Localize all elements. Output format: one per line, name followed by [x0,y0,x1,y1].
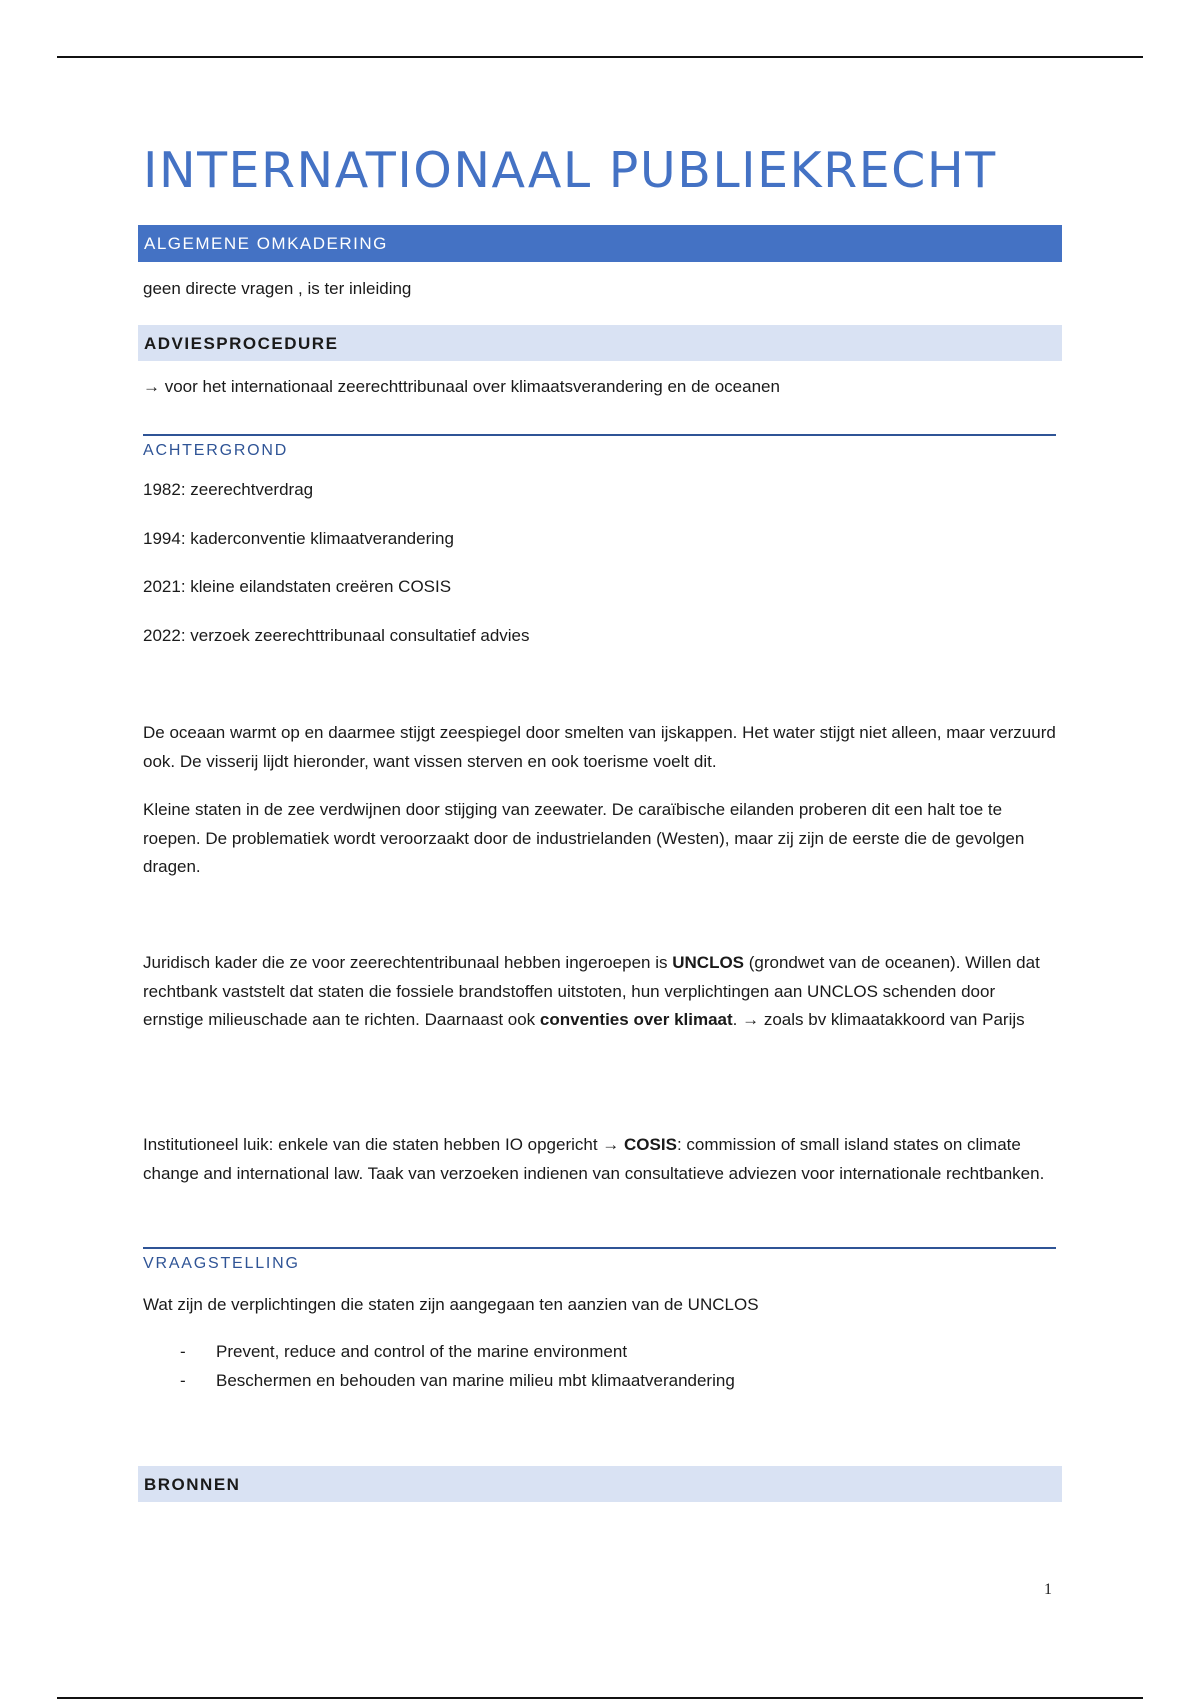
heading-bronnen-label: BRONNEN [144,1475,241,1494]
list-item: Beschermen en behouden van marine milieu mbt klimaatverandering [216,1371,735,1390]
heading-achtergrond-label: ACHTERGROND [143,442,289,459]
document-title: INTERNATIONAAL PUBLIEKRECHT [143,142,997,199]
heading-algemene-omkadering [138,225,1062,262]
bold-conventies: conventies over klimaat [539,1010,733,1029]
paragraph-juridisch-kader: Juridisch kader die ze voor zeerechtentribunaal hebben ingeroepen is UNCLOS (grondwet van de oceanen). Willen dat rechtbank vaststelt dat staten die fossiele brandstoffen uitstoten, hun verplichtingen aan UNCLOS schenden door ernstige milieuschade aan te richten. Daarnaast ook conventies over klimaat. → zoals bv klimaatakkoord van Parijs [143,953,1040,1029]
page-bottom-rule [57,1697,1143,1699]
bullet-marker: - [180,1371,186,1390]
paragraph-kleine-staten: Kleine staten in de zee verdwijnen door stijging van zeewater. De caraïbische eilanden proberen dit een halt toe te roepen. De problematiek wordt veroorzaakt door de industrielanden (Westen), maar zij zijn de eerste die de gevolgen dragen. [143,800,1025,876]
paragraph-oceaan: De oceaan warmt op en daarmee stijgt zeespiegel door smelten van ijskappen. Het water stijgt niet alleen, maar verzuurd ook. De visserij lijdt hieronder, want vissen sterven en ook toerisme voelt dit. [143,723,1056,771]
heading-bronnen [138,1466,1062,1502]
heading-adviesprocedure [138,325,1062,361]
timeline-item: 2021: kleine eilandstaten creëren COSIS [143,577,452,596]
timeline-item: 1982: zeerechtverdrag [143,480,314,499]
page-number: 1 [1044,1581,1052,1598]
bullet-marker: - [180,1342,186,1361]
algemene-text: geen directe vragen , is ter inleiding [143,279,412,298]
heading-vraagstelling-label: VRAAGSTELLING [143,1255,300,1272]
timeline-item: 2022: verzoek zeerechttribunaal consultatief advies [143,626,530,645]
heading-vraagstelling [143,1247,1056,1272]
bold-unclos: UNCLOS [672,953,745,972]
heading-advies-label: ADVIESPROCEDURE [144,334,339,353]
timeline-item: 1994: kaderconventie klimaatverandering [143,529,454,548]
bold-cosis: COSIS [624,1135,677,1154]
vraagstelling-text: Wat zijn de verplichtingen die staten zijn aangegaan ten aanzien van de UNCLOS [143,1295,759,1314]
heading-achtergrond [143,434,1056,459]
list-item: Prevent, reduce and control of the marine environment [216,1342,628,1361]
advies-text: → voor het internationaal zeerechttribunaal over klimaatsverandering en de oceanen [143,377,780,396]
heading-algemene-label: ALGEMENE OMKADERING [144,234,388,253]
paragraph-institutioneel: Institutioneel luik: enkele van die staten hebben IO opgericht → COSIS: commission of small island states on climate change and international law. Taak van verzoeken indienen van consultatieve adviezen voor internationale rechtbanken. [143,1135,1045,1183]
page-top-rule [57,56,1143,58]
